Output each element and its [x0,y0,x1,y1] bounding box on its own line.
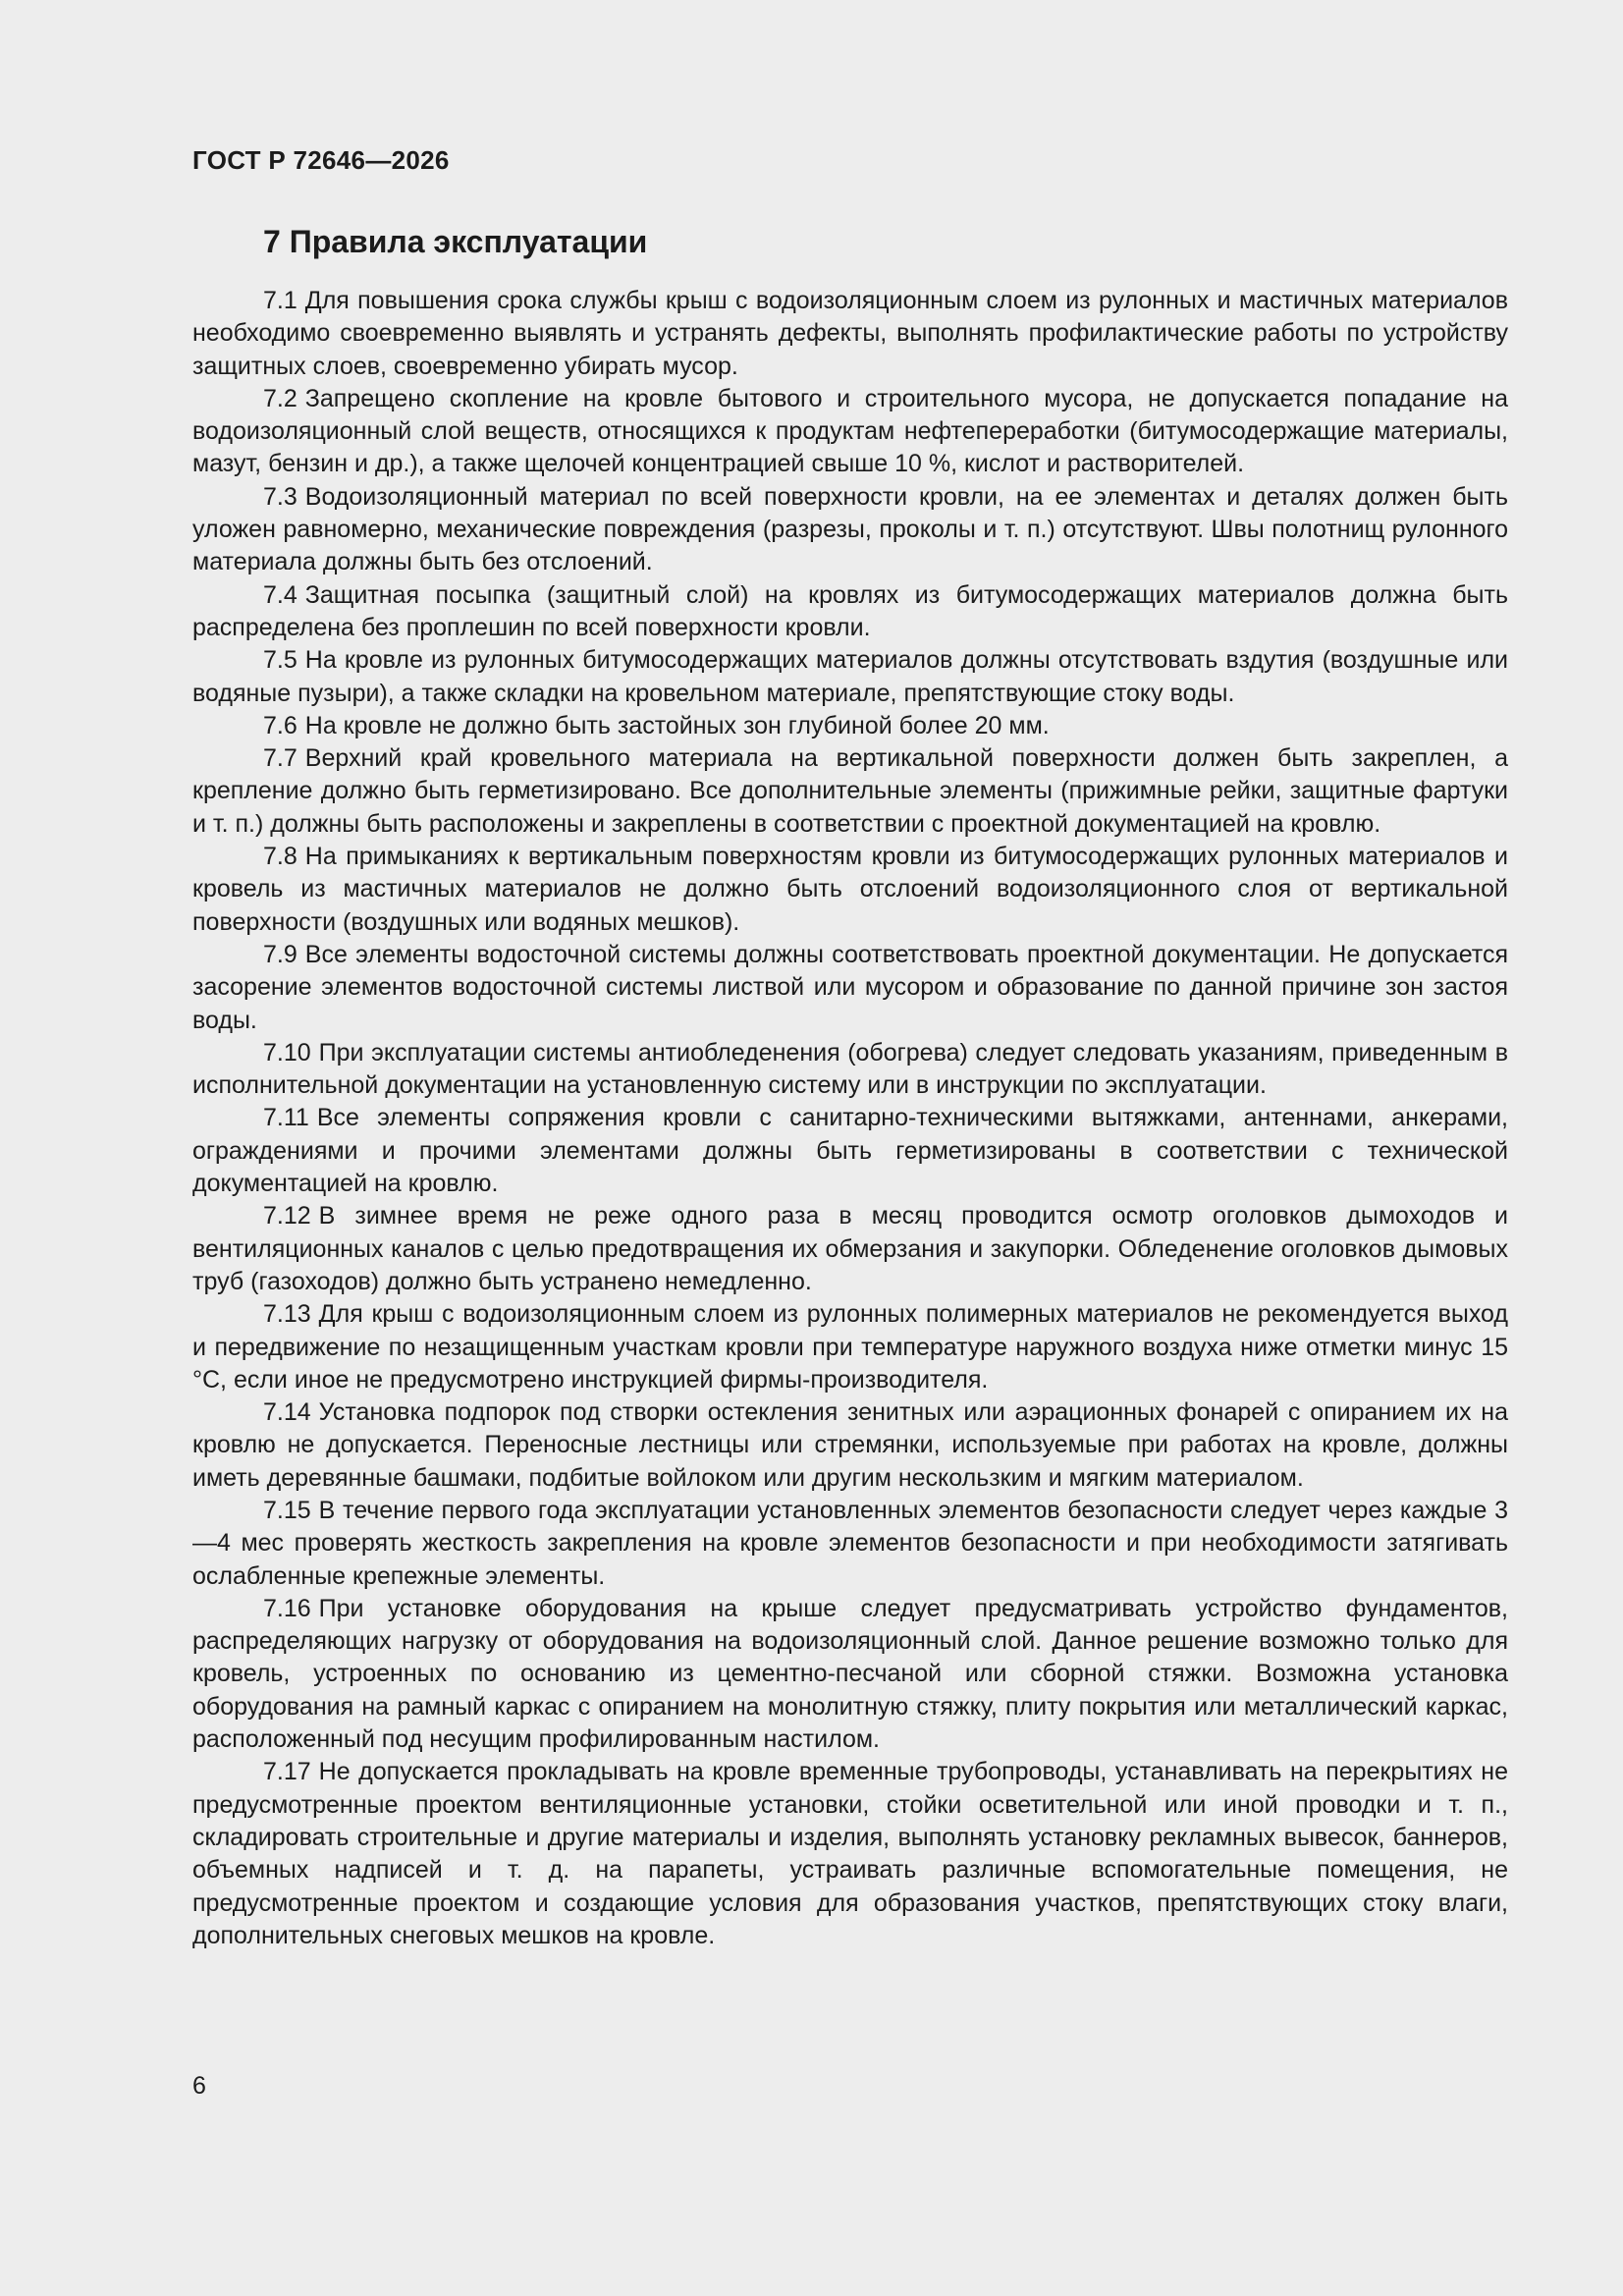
paragraph-number: 7.11 [263,1104,309,1132]
paragraph-text: Установка подпорок под створки остекления зенитных или аэрационных фонарей с опиранием их на кровлю не допускается. Переносные лестницы или стремянки, используемые при работах на кровле, должны иметь деревянные башмаки, подбитые войлоком или другим нескользким и мягким материалом. [192,1398,1508,1492]
paragraph-number: 7.8 [263,843,298,871]
paragraph-7-14 [192,1396,1508,1495]
paragraph-7-7 [192,742,1508,841]
paragraph-7-4 [192,579,1508,645]
paragraph-number: 7.3 [263,482,298,511]
paragraph-text: На примыканиях к вертикальным поверхностям кровли из битумосодержащих рулонных материалов и кровель из мастичных материалов не должно быть отслоений водоизоляционного слоя от вертикальной поверхности (воздушных или водяных мешков). [192,843,1508,936]
paragraph-number: 7.14 [263,1398,311,1427]
paragraph-7-5 [192,644,1508,710]
paragraph-number: 7.2 [263,384,298,412]
paragraph-text: На кровле не должно быть застойных зон глубиной более 20 мм. [304,711,1050,739]
paragraph-number: 7.6 [263,711,298,739]
paragraph-text: В течение первого года эксплуатации установленных элементов безопасности следует через каждые 3—4 мес проверять жесткость закрепления на кровле элементов безопасности и при необходимости затягивать ослабленные крепежные элементы. [192,1496,1508,1590]
paragraph-number: 7.12 [263,1202,311,1230]
paragraph-text: В зимнее время не реже одного раза в месяц проводится осмотр оголовков дымоходов и вентиляционных каналов с целью предотвращения их обмерзания и закупорки. Обледенение оголовков дымовых труб (газоходов) должно быть устранено немедленно. [192,1202,1508,1295]
paragraph-text: Защитная посыпка (защитный слой) на кровлях из битумосодержащих материалов должна быть распределена без проплешин по всей поверхности кровли. [192,580,1508,641]
paragraph-text: При установке оборудования на крыше следует предусматривать устройство фундаментов, распределяющих нагрузку от оборудования на водоизоляционный слой. Данное решение возможно только для кровель, устроенных по основанию из цементно-песчаной или сборной стяжки. Возможна установка оборудования на рамный каркас с опиранием на монолитную стяжку, плиту покрытия или металлический каркас, расположенный под несущим профилированным настилом. [192,1594,1508,1754]
paragraph-text: На кровле из рулонных битумосодержащих материалов должны отсутствовать вздутия (воздушные или водяные пузыри), а также складки на кровельном материале, препятствующие стоку воды. [192,646,1508,707]
paragraph-7-12 [192,1200,1508,1298]
section-body [192,285,1508,1952]
paragraph-number: 7.16 [263,1594,311,1622]
paragraph-text: Запрещено скопление на кровле бытового и строительного мусора, не допускается попадание на водоизоляционный слой веществ, относящихся к продуктам нефтепереработки (битумосодержащие материалы, мазут, бензин и др.), а также щелочей концентрацией свыше 10 %, кислот и растворителей. [192,384,1508,478]
paragraph-7-2 [192,383,1508,481]
paragraph-number: 7.9 [263,940,298,968]
paragraph-number: 7.15 [263,1496,311,1524]
paragraph-text: Для повышения срока службы крыш с водоизоляционным слоем из рулонных и мастичных материалов необходимо своевременно выявлять и устранять дефекты, выполнять профилактические работы по устройству защитных слоев, своевременно убирать мусор. [192,287,1508,380]
paragraph-number: 7.1 [263,287,298,314]
paragraph-number: 7.7 [263,744,298,773]
paragraph-number: 7.10 [263,1038,311,1066]
paragraph-7-10 [192,1037,1508,1103]
paragraph-7-1 [192,285,1508,383]
paragraph-text: Водоизоляционный материал по всей поверхности кровли, на ее элементах и деталях должен быть уложен равномерно, механические повреждения (разрезы, проколы и т. п.) отсутствуют. Швы полотнищ рулонного материала должны быть без отслоений. [192,482,1508,576]
paragraph-number: 7.5 [263,646,298,675]
paragraph-text: Верхний край кровельного материала на вертикальной поверхности должен быть закреплен, а крепление должно быть герметизировано. Все дополнительные элементы (прижимные рейки, защитные фартуки и т. п.) должны быть расположены и закреплены в соответствии с проектной документацией на кровлю. [192,744,1508,838]
document-header: ГОСТ Р 72646—2026 [192,145,450,175]
paragraph-text: Все элементы сопряжения кровли с санитарно-техническими вытяжками, антеннами, анкерами, ограждениями и прочими элементами должны быть герметизированы в соответствии с технической документацией на кровлю. [192,1104,1508,1198]
paragraph-7-9 [192,939,1508,1037]
page-number: 6 [192,2072,206,2100]
paragraph-7-15 [192,1495,1508,1593]
paragraph-7-13 [192,1298,1508,1396]
paragraph-text: Все элементы водосточной системы должны соответствовать проектной документации. Не допускается засорение элементов водосточной системы листвой или мусором и образование по данной причине зон застоя воды. [192,940,1508,1034]
paragraph-number: 7.17 [263,1758,311,1786]
paragraph-7-16 [192,1593,1508,1756]
paragraph-7-6 [192,710,1508,742]
paragraph-7-11 [192,1102,1508,1200]
paragraph-7-17 [192,1756,1508,1952]
paragraph-number: 7.4 [263,580,298,609]
section-title: 7 Правила эксплуатации [263,224,648,259]
paragraph-text: Для крыш с водоизоляционным слоем из рулонных полимерных материалов не рекомендуется выход и передвижение по незащищенным участкам кровли при температуре наружного воздуха ниже отметки минус 15 °C, если иное не предусмотрено инструкцией фирмы-производителя. [192,1300,1508,1394]
paragraph-7-3 [192,481,1508,579]
paragraph-7-8 [192,841,1508,939]
paragraph-text: При эксплуатации системы антиобледенения (обогрева) следует следовать указаниям, приведенным в исполнительной документации на установленную систему или в инструкции по эксплуатации. [192,1038,1508,1100]
paragraph-number: 7.13 [263,1300,311,1329]
paragraph-text: Не допускается прокладывать на кровле временные трубопроводы, устанавливать на перекрытиях не предусмотренные проектом вентиляционные установки, стойки осветительной или иной проводки и т. п., складировать строительные и другие материалы и изделия, выполнять установку рекламных вывесок, баннеров, объемных надписей и т. д. на парапеты, устраивать различные вспомогательные помещения, не предусмотренные проектом и создающие условия для образования участков, препятствующих стоку влаги, дополнительных снеговых мешков на кровле. [192,1758,1508,1949]
